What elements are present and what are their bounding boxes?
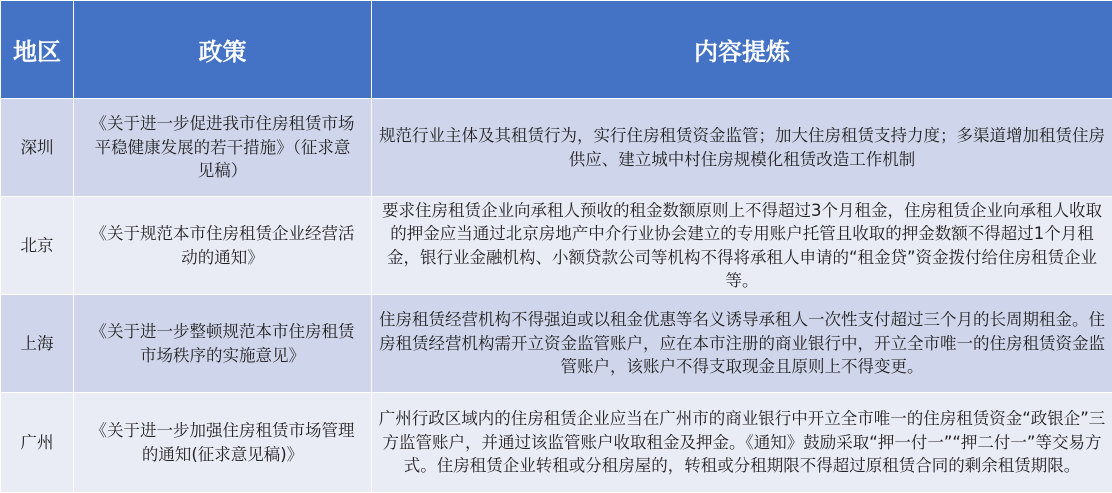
policy-cell: 《关于进一步整顿规范本市住房租赁市场秩序的实施意见》 [74,295,372,393]
table-row [1,197,1112,295]
content-cell: 要求住房租赁企业向承租人预收的租金数额原则上不得超过3个月租金，住房租赁企业向承租人收取的押金应当通过北京房地产中介行业协会建立的专用账户托管且收取的押金数额不得超过1个月租金，银行业金融机构、小额贷款公司等机构不得将承租人申请的“租金贷”资金拨付给住房租赁企业等。 [372,197,1112,295]
table-row [1,393,1112,493]
policy-cell: 《关于进一步促进我市住房租赁市场平稳健康发展的若干措施》（征求意见稿） [74,99,372,197]
region-cell: 北京 [1,197,74,295]
table-row [1,295,1112,393]
region-cell: 深圳 [1,99,74,197]
region-cell: 广州 [1,393,74,493]
header-region: 地区 [1,1,74,99]
content-cell: 规范行业主体及其租赁行为，实行住房租赁资金监管；加大住房租赁支持力度；多渠道增加租赁住房供应、建立城中村住房规模化租赁改造工作机制 [372,99,1112,197]
header-row [1,1,1112,99]
content-cell: 住房租赁经营机构不得强迫或以租金优惠等名义诱导承租人一次性支付超过三个月的长周期租金。住房租赁经营机构需开立资金监管账户，应在本市注册的商业银行中，开立全市唯一的住房租赁资金监管账户，该账户不得支取现金且原则上不得变更。 [372,295,1112,393]
policy-cell: 《关于规范本市住房租赁企业经营活动的通知》 [74,197,372,295]
table-row [1,99,1112,197]
region-cell: 上海 [1,295,74,393]
header-content: 内容提炼 [372,1,1112,99]
header-policy: 政策 [74,1,372,99]
content-cell: 广州行政区域内的住房租赁企业应当在广州市的商业银行中开立全市唯一的住房租赁资金“政银企”三方监管账户，并通过该监管账户收取租金及押金。《通知》鼓励采取“押一付一”“押二付一”等交易方式。住房租赁企业转租或分租房屋的，转租或分租期限不得超过原租赁合同的剩余租赁期限。 [372,393,1112,493]
policy-cell: 《关于进一步加强住房租赁市场管理的通知(征求意见稿)》 [74,393,372,493]
